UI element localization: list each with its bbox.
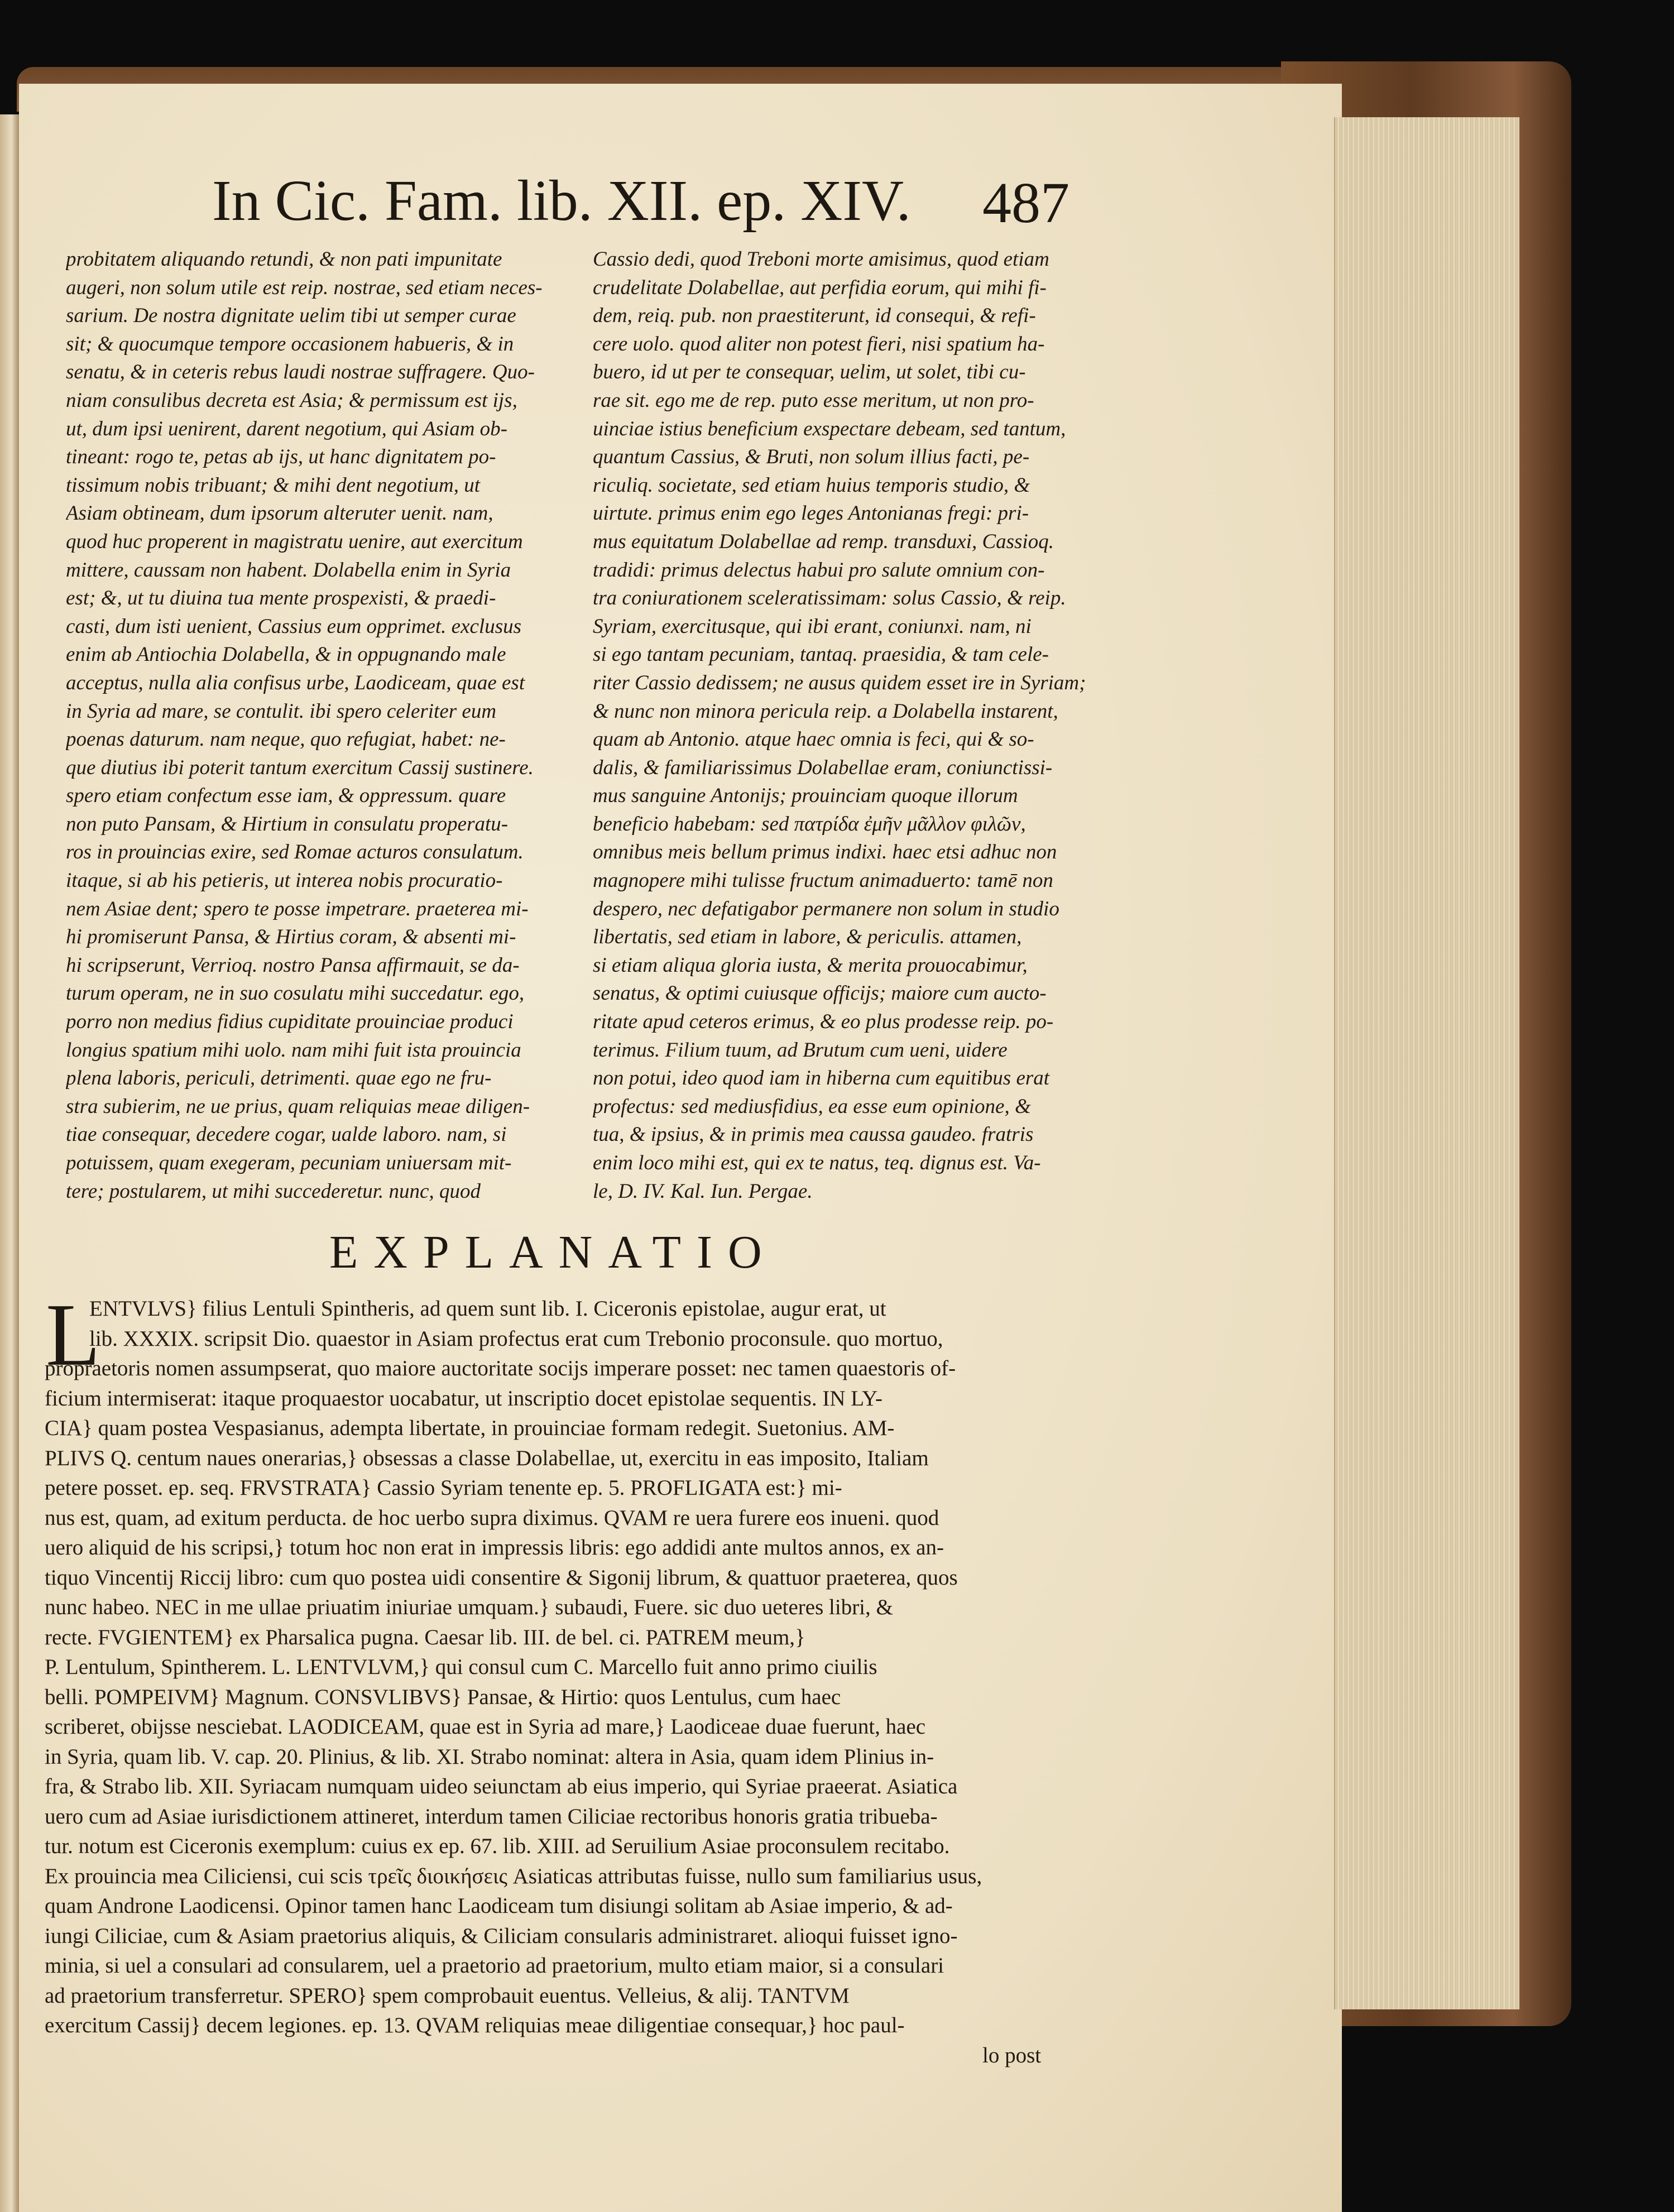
text-line: buero, id ut per te consequar, uelim, ut solet, tibi cu- xyxy=(593,361,1026,384)
text-line: in Syria, quam lib. V. cap. 20. Plinius, & lib. XI. Strabo nominat: altera in Asia, quam idem Plinius in- xyxy=(45,1744,934,1769)
text-line: sit; & quocumque tempore occasionem habueris, & in xyxy=(66,332,514,356)
text-line: Ex prouincia mea Ciliciensi, cui scis τρεῖς διοικήσεις Asiaticas attributas fuisse, nullo sum familiarius usus, xyxy=(45,1864,982,1888)
text-line: lo post xyxy=(982,2043,1042,2067)
explanatio-heading: EXPLANATIO xyxy=(329,1226,778,1278)
text-line: turum operam, ne in suo cosulatu mihi succedatur. ego, xyxy=(66,982,525,1005)
text-line: dalis, & familiarissimus Dolabellae eram, coniunctissi- xyxy=(593,756,1053,779)
text-line: ritate apud ceteros erimus, & eo plus prodesse reip. po- xyxy=(593,1010,1054,1034)
text-line: lib. XXXIX. scripsit Dio. quaestor in Asiam profectus erat cum Trebonio proconsule. quo mortuo, xyxy=(89,1326,943,1351)
text-line: spero etiam confectum esse iam, & oppressum. quare xyxy=(66,784,506,808)
page-edges-stack xyxy=(1334,117,1519,2009)
text-line: mus equitatum Dolabellae ad remp. transduxi, Cassioq. xyxy=(593,530,1054,553)
text-line: non potui, ideo quod iam in hiberna cum equitibus erat xyxy=(593,1067,1050,1090)
text-line: sarium. De nostra dignitate uelim tibi ut semper curae xyxy=(66,304,516,328)
facing-page-edge xyxy=(0,114,19,2212)
text-line: tradidi: primus delectus habui pro salute omnium con- xyxy=(593,558,1045,582)
text-line: nus est, quam, ad exitum perducta. de hoc uerbo supra diximus. QVAM re uera furere eos inueni. quod xyxy=(45,1505,939,1530)
text-line: est; &, ut tu diuina tua mente prospexisti, & praedi- xyxy=(66,587,496,610)
text-line: omnibus meis bellum primus indixi. haec etsi adhuc non xyxy=(593,841,1057,864)
text-line: mittere, caussam non habent. Dolabella enim in Syria xyxy=(66,558,511,582)
text-line: Cassio dedi, quod Treboni morte amisimus, quod etiam xyxy=(593,248,1049,271)
text-line: si ego tantam pecuniam, tantaq. praesidia, & tam cele- xyxy=(593,643,1049,666)
text-line: nunc habeo. NEC in me ullae priuatim iniuriae umquam.} subaudi, Fuere. sic duo ueteres libri, & xyxy=(45,1595,893,1619)
text-line: Asiam obtineam, dum ipsorum alteruter uenit. nam, xyxy=(66,502,493,525)
text-line: profectus: sed mediusfidius, ea esse eum opinione, & xyxy=(593,1095,1031,1118)
text-line: tere; postularem, ut mihi succederetur. nunc, quod xyxy=(66,1179,481,1203)
commentary-dropcap: L xyxy=(46,1285,100,1384)
letter-text-right-column xyxy=(593,246,1115,1206)
text-line: stra subierim, ne ue prius, quam reliquias meae diligen- xyxy=(66,1095,530,1118)
text-line: riter Cassio dedissem; ne ausus quidem esset ire in Syriam; xyxy=(593,671,1086,694)
text-line: probitatem aliquando retundi, & non pati impunitate xyxy=(66,248,502,271)
text-line: porro non medius fidius cupiditate prouinciae produci xyxy=(66,1010,514,1034)
text-line: enim loco mihi est, qui ex te natus, teq. dignus est. Va- xyxy=(593,1151,1041,1174)
text-line: & nunc non minora pericula reip. a Dolabella instarent, xyxy=(593,699,1058,723)
letter-text-left-column xyxy=(66,246,579,1206)
text-line: scriberet, obijsse nesciebat. LAODICEAM, quae est in Syria ad mare,} Laodiceae duae fuerunt, haec xyxy=(45,1715,926,1739)
text-line: augeri, non solum utile est reip. nostrae, sed etiam neces- xyxy=(66,276,543,299)
text-line: tissimum nobis tribuant; & mihi dent negotium, ut xyxy=(66,473,481,497)
text-line: cere uolo. quod aliter non potest fieri, nisi spatium ha- xyxy=(593,332,1045,356)
text-line: ad praetorium transferretur. SPERO} spem comprobauit euentus. Velleius, & alij. TANTVM xyxy=(45,1983,850,2008)
text-line: propraetoris nomen assumpserat, quo maiore auctoritate socijs imperare posset: nec tamen quaestoris of- xyxy=(45,1356,956,1380)
text-line: quod huc properent in magistratu uenire, aut exercitum xyxy=(66,530,523,553)
text-line: PLIVS Q. centum naues onerarias,} obsessas a classe Dolabellae, ut, exercitu in eas imposito, Italiam xyxy=(45,1446,929,1470)
text-line: tua, & ipsius, & in primis mea caussa gaudeo. fratris xyxy=(593,1123,1034,1146)
text-line: belli. POMPEIVM} Magnum. CONSVLIBVS} Pansae, & Hirtio: quos Lentulus, cum haec xyxy=(45,1685,841,1709)
text-line: tineant: rogo te, petas ab ijs, ut hanc dignitatem po- xyxy=(66,445,496,469)
text-line: non puto Pansam, & Hirtium in consulatu properatu- xyxy=(66,812,509,836)
text-line: ENTVLVS} filius Lentuli Spintheris, ad quem sunt lib. I. Ciceronis epistolae, augur erat, ut xyxy=(89,1297,886,1321)
page-number: 487 xyxy=(982,171,1069,235)
text-line: le, D. IV. Kal. Iun. Pergae. xyxy=(593,1179,813,1203)
text-line: beneficio habebam: sed πατρίδα ἐμῆν μᾶλλον φιλῶν, xyxy=(593,812,1026,836)
text-line: riculiq. societate, sed etiam huius temporis studio, & xyxy=(593,473,1030,497)
text-line: magnopere mihi tulisse fructum animaduerto: tamē non xyxy=(593,869,1053,893)
text-line: hi promiserunt Pansa, & Hirtius coram, & absenti mi- xyxy=(66,925,516,949)
text-line: uirtute. primus enim ego leges Antonianas fregi: pri- xyxy=(593,502,1029,525)
text-line: potuissem, quam exegeram, pecuniam uniuersam mit- xyxy=(66,1151,512,1174)
text-line: plena laboris, periculi, detrimenti. quae ego ne fru- xyxy=(66,1067,492,1090)
text-line: tiquo Vincentij Riccij libro: cum quo postea uidi consentire & Sigonij librum, & quattuor praeterea, quos xyxy=(45,1565,958,1590)
text-line: dem, reiq. pub. non praestiterunt, id consequi, & refi- xyxy=(593,304,1036,328)
text-line: exercitum Cassij} decem legiones. ep. 13. QVAM reliquias meae diligentiae consequar,} hoc paul- xyxy=(45,2013,905,2037)
text-line: iungi Ciliciae, cum & Asiam praetorius aliquis, & Ciliciam consularis administraret. alioqui fuisset igno- xyxy=(45,1923,958,1948)
text-line: poenas daturum. nam neque, quo refugiat, habet: ne- xyxy=(66,728,506,751)
commentary-text xyxy=(45,1285,1111,2070)
text-line: que diutius ibi poterit tantum exercitum Cassij sustinere. xyxy=(66,756,534,779)
text-line: nem Asiae dent; spero te posse impetrare. praeterea mi- xyxy=(66,897,529,920)
text-line: quam Androne Laodicensi. Opinor tamen hanc Laodiceam tum disiungi solitam ab Asiae imperio, & ad- xyxy=(45,1894,953,1918)
text-line: rae sit. ego me de rep. puto esse meritum, ut non pro- xyxy=(593,388,1034,412)
text-line: ros in prouincias exire, sed Romae acturos consulatum. xyxy=(66,841,524,864)
text-line: recte. FVGIENTEM} ex Pharsalica pugna. Caesar lib. III. de bel. ci. PATREM meum,} xyxy=(45,1625,805,1649)
text-line: tra coniurationem sceleratissimam: solus Cassio, & reip. xyxy=(593,587,1066,610)
text-line: in Syria ad mare, se contulit. ibi spero celeriter eum xyxy=(66,699,497,723)
text-line: mus sanguine Antonijs; prouinciam quoque illorum xyxy=(593,784,1018,808)
text-line: libertatis, sed etiam in labore, & periculis. attamen, xyxy=(593,925,1022,949)
text-line: itaque, si ab his petieris, ut interea nobis procuratio- xyxy=(66,869,503,893)
text-line: despero, nec defatigabor permanere non solum in studio xyxy=(593,897,1059,920)
running-head xyxy=(212,167,1161,240)
text-line: P. Lentulum, Spintherem. L. LENTVLVM,} qui consul cum C. Marcello fuit anno primo ciuilis xyxy=(45,1655,877,1679)
text-line: tur. notum est Ciceronis exemplum: cuius ex ep. 67. lib. XIII. ad Seruilium Asiae proconsulem recitabo. xyxy=(45,1834,950,1858)
text-line: ficium intermiserat: itaque proquaestor uocabatur, ut inscriptio docet epistolae sequentis. IN LY- xyxy=(45,1386,883,1410)
text-line: minia, si uel a consulari ad consularem, uel a praetorio ad praetorium, multo etiam maior, si a consulari xyxy=(45,1954,944,1978)
text-line: senatu, & in ceteris rebus laudi nostrae suffragere. Quo- xyxy=(66,361,535,384)
text-line: tiae consequar, decedere cogar, ualde laboro. nam, si xyxy=(66,1123,507,1146)
text-line: uero cum ad Asiae iurisdictionem attineret, interdum tamen Ciliciae rectoribus honoris gratia tribueba- xyxy=(45,1804,938,1829)
text-line: quam ab Antonio. atque haec omnia is feci, qui & so- xyxy=(593,728,1034,751)
text-line: quantum Cassius, & Bruti, non solum illius facti, pe- xyxy=(593,445,1030,469)
text-line: hi scripserunt, Verrioq. nostro Pansa affirmauit, se da- xyxy=(66,953,520,977)
text-line: uero aliquid de his scripsi,} totum hoc non erat in impressis libris: ego addidi ante multos annos, ex an- xyxy=(45,1536,944,1560)
text-line: Syriam, exercitusque, qui ibi erant, coniunxi. nam, ni xyxy=(593,615,1032,638)
text-line: ut, dum ipsi uenirent, darent negotium, qui Asiam ob- xyxy=(66,417,508,440)
text-line: fra, & Strabo lib. XII. Syriacam numquam uideo seiunctam ab eius imperio, qui Syriae praeerat. Asiatica xyxy=(45,1774,958,1798)
text-line: uinciae istius beneficium exspectare debeam, sed tantum, xyxy=(593,417,1066,440)
text-line: crudelitate Dolabellae, aut perfidia eorum, qui mihi fi- xyxy=(593,276,1047,299)
text-line: longius spatium mihi uolo. nam mihi fuit ista prouincia xyxy=(66,1038,521,1062)
running-head-title: In Cic. Fam. lib. XII. ep. XIV. xyxy=(212,169,911,233)
text-line: casti, dum isti uenient, Cassius eum opprimet. exclusus xyxy=(66,615,521,638)
text-line: senatus, & optimi cuiusque officijs; maiore cum aucto- xyxy=(593,982,1047,1005)
text-line: terimus. Filium tuum, ad Brutum cum ueni, uidere xyxy=(593,1038,1008,1062)
text-line: petere posset. ep. seq. FRVSTRATA} Cassio Syriam tenente ep. 5. PROFLIGATA est:} mi- xyxy=(45,1476,842,1500)
text-line: acceptus, nulla alia confisus urbe, Laodiceam, quae est xyxy=(66,671,525,694)
text-line: si etiam aliqua gloria iusta, & merita prouocabimur, xyxy=(593,953,1028,977)
text-line: niam consulibus decreta est Asia; & permissum est ijs, xyxy=(66,388,517,412)
text-line: enim ab Antiochia Dolabella, & in oppugnando male xyxy=(66,643,506,666)
text-line: CIA} quam postea Vespasianus, adempta libertate, in prouinciae formam redegit. Suetonius. AM- xyxy=(45,1416,895,1440)
